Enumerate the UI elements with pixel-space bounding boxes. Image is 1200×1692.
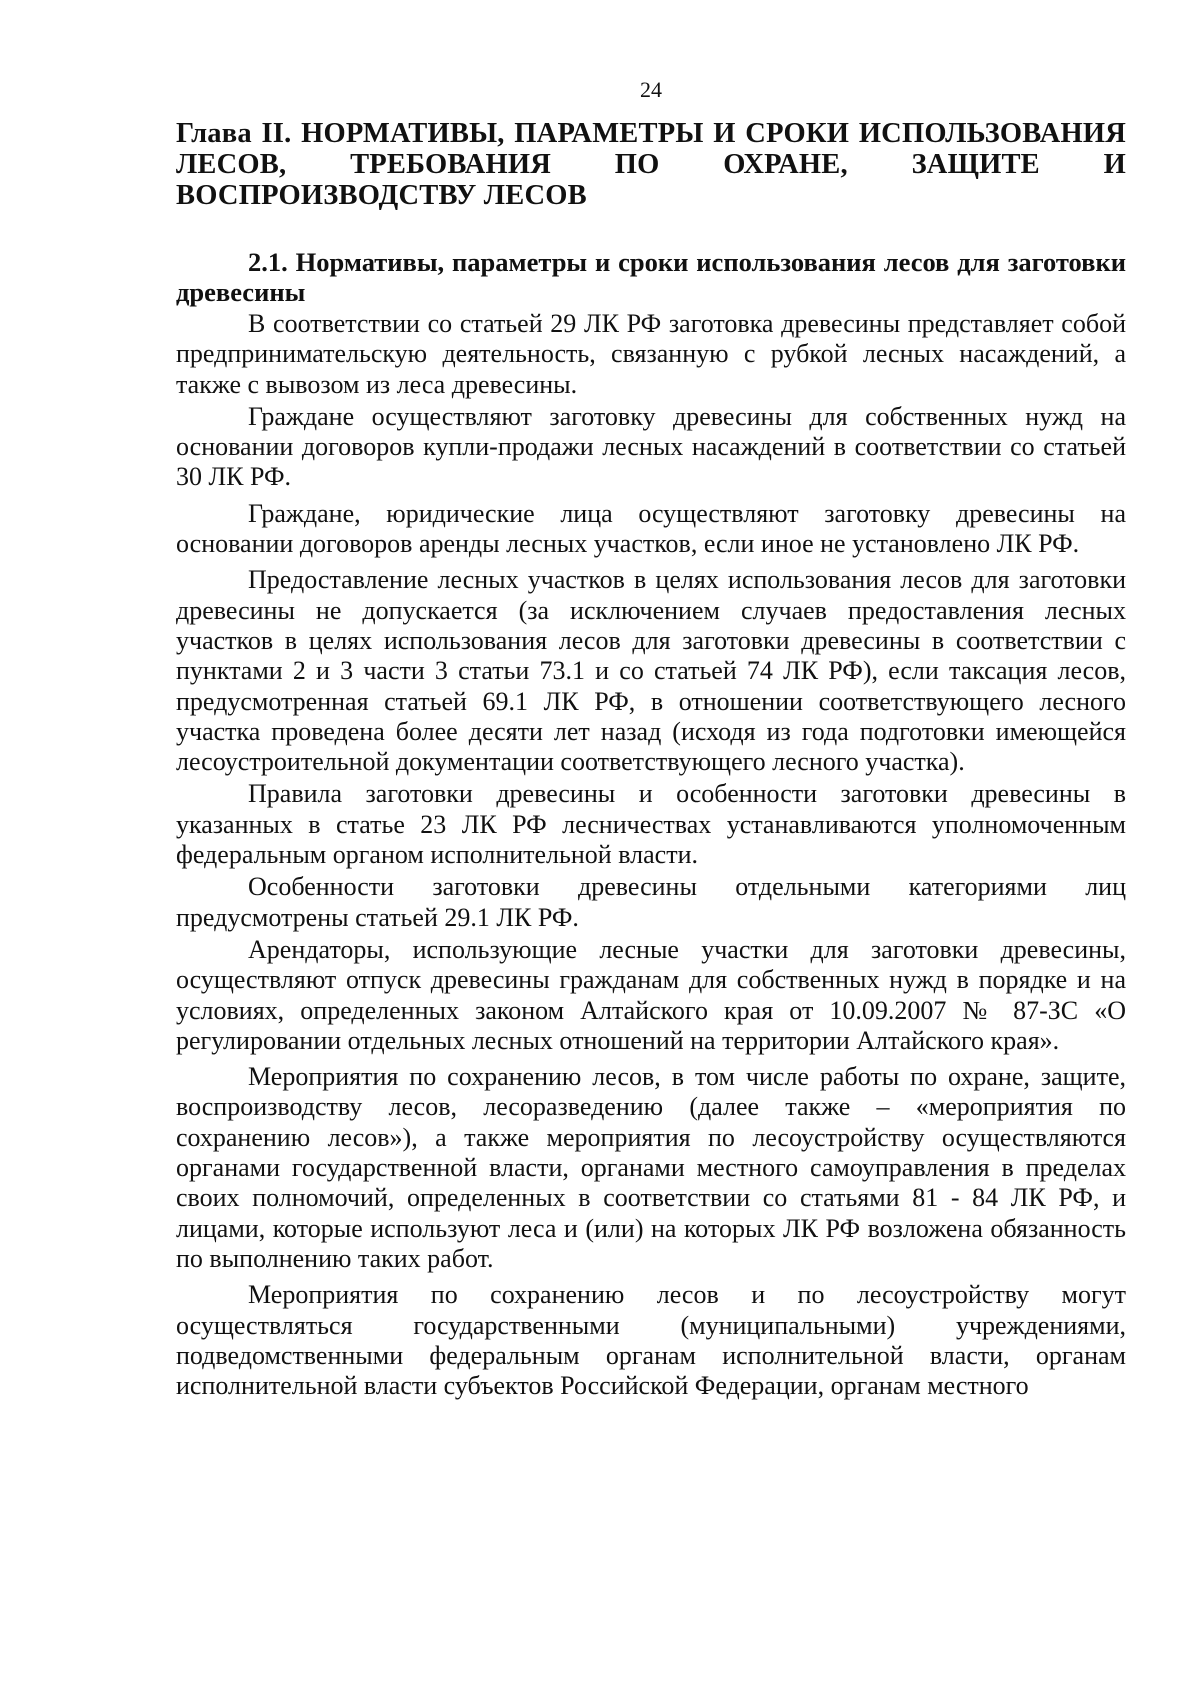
- paragraph-8: Мероприятия по сохранению лесов, в том числе работы по охране, защите, воспроизводству лесов, лесоразведению (далее также – «мероприятия по сохранению лесов»), а также мероприятия по лесоустройству осуществляются органами государственной власти, органами местного самоуправления в пределах своих полномочий, определенных в соответствии со статьями 81 - 84 ЛК РФ, и лицами, которые используют леса и (или) на которых ЛК РФ возложена обязанность по выполнению таких работ.: [176, 1062, 1126, 1273]
- section-heading: 2.1. Нормативы, параметры и сроки использования лесов для заготовки древесины: [176, 247, 1126, 307]
- paragraph-4: Предоставление лесных участков в целях использования лесов для заготовки древесины не допускается (за исключением случаев предоставления лесных участков в целях использования лесов для заготовки древесины в соответствии с пунктами 2 и 3 части 3 статьи 73.1 и со статьей 74 ЛК РФ), если таксация лесов, предусмотренная статьей 69.1 ЛК РФ, в отношении соответствующего лесного участка проведена более десяти лет назад (исходя из года подготовки имеющейся лесоустроительной документации соответствующего лесного участка).: [176, 565, 1126, 777]
- chapter-heading: Глава II. НОРМАТИВЫ, ПАРАМЕТРЫ И СРОКИ ИСПОЛЬЗОВАНИЯ ЛЕСОВ, ТРЕБОВАНИЯ ПО ОХРАНЕ, ЗАЩИТЕ И ВОСПРОИЗВОДСТВУ ЛЕСОВ: [176, 118, 1126, 211]
- page-number: 24: [640, 77, 662, 102]
- paragraph-7: Арендаторы, использующие лесные участки для заготовки древесины, осуществляют отпуск древесины гражданам для собственных нужд в порядке и на условиях, определенных законом Алтайского края от 10.09.2007 № 87-ЗС «О регулировании отдельных лесных отношений на территории Алтайского края».: [176, 934, 1126, 1055]
- paragraph-1: В соответствии со статьей 29 ЛК РФ заготовка древесины представляет собой предпринимательскую деятельность, связанную с рубкой лесных насаждений, а также с вывозом из леса древесины.: [176, 309, 1126, 399]
- paragraph-9: Мероприятия по сохранению лесов и по лесоустройству могут осуществляться государственными (муниципальными) учреждениями, подведомственными федеральным органам исполнительной власти, органам исполнительной власти субъектов Российской Федерации, органам местного: [176, 1280, 1126, 1401]
- paragraph-3: Граждане, юридические лица осуществляют заготовку древесины на основании договоров аренды лесных участков, если иное не установлено ЛК РФ.: [176, 498, 1126, 559]
- paragraph-5: Правила заготовки древесины и особенности заготовки древесины в указанных в статье 23 ЛК РФ лесничествах устанавливаются уполномоченным федеральным органом исполнительной власти.: [176, 779, 1126, 870]
- paragraph-6: Особенности заготовки древесины отдельными категориями лиц предусмотрены статьей 29.1 ЛК РФ.: [176, 872, 1126, 932]
- paragraph-2: Граждане осуществляют заготовку древесины для собственных нужд на основании договоров купли-продажи лесных насаждений в соответствии со статьей 30 ЛК РФ.: [176, 401, 1126, 492]
- page-content: [176, 76, 1126, 1407]
